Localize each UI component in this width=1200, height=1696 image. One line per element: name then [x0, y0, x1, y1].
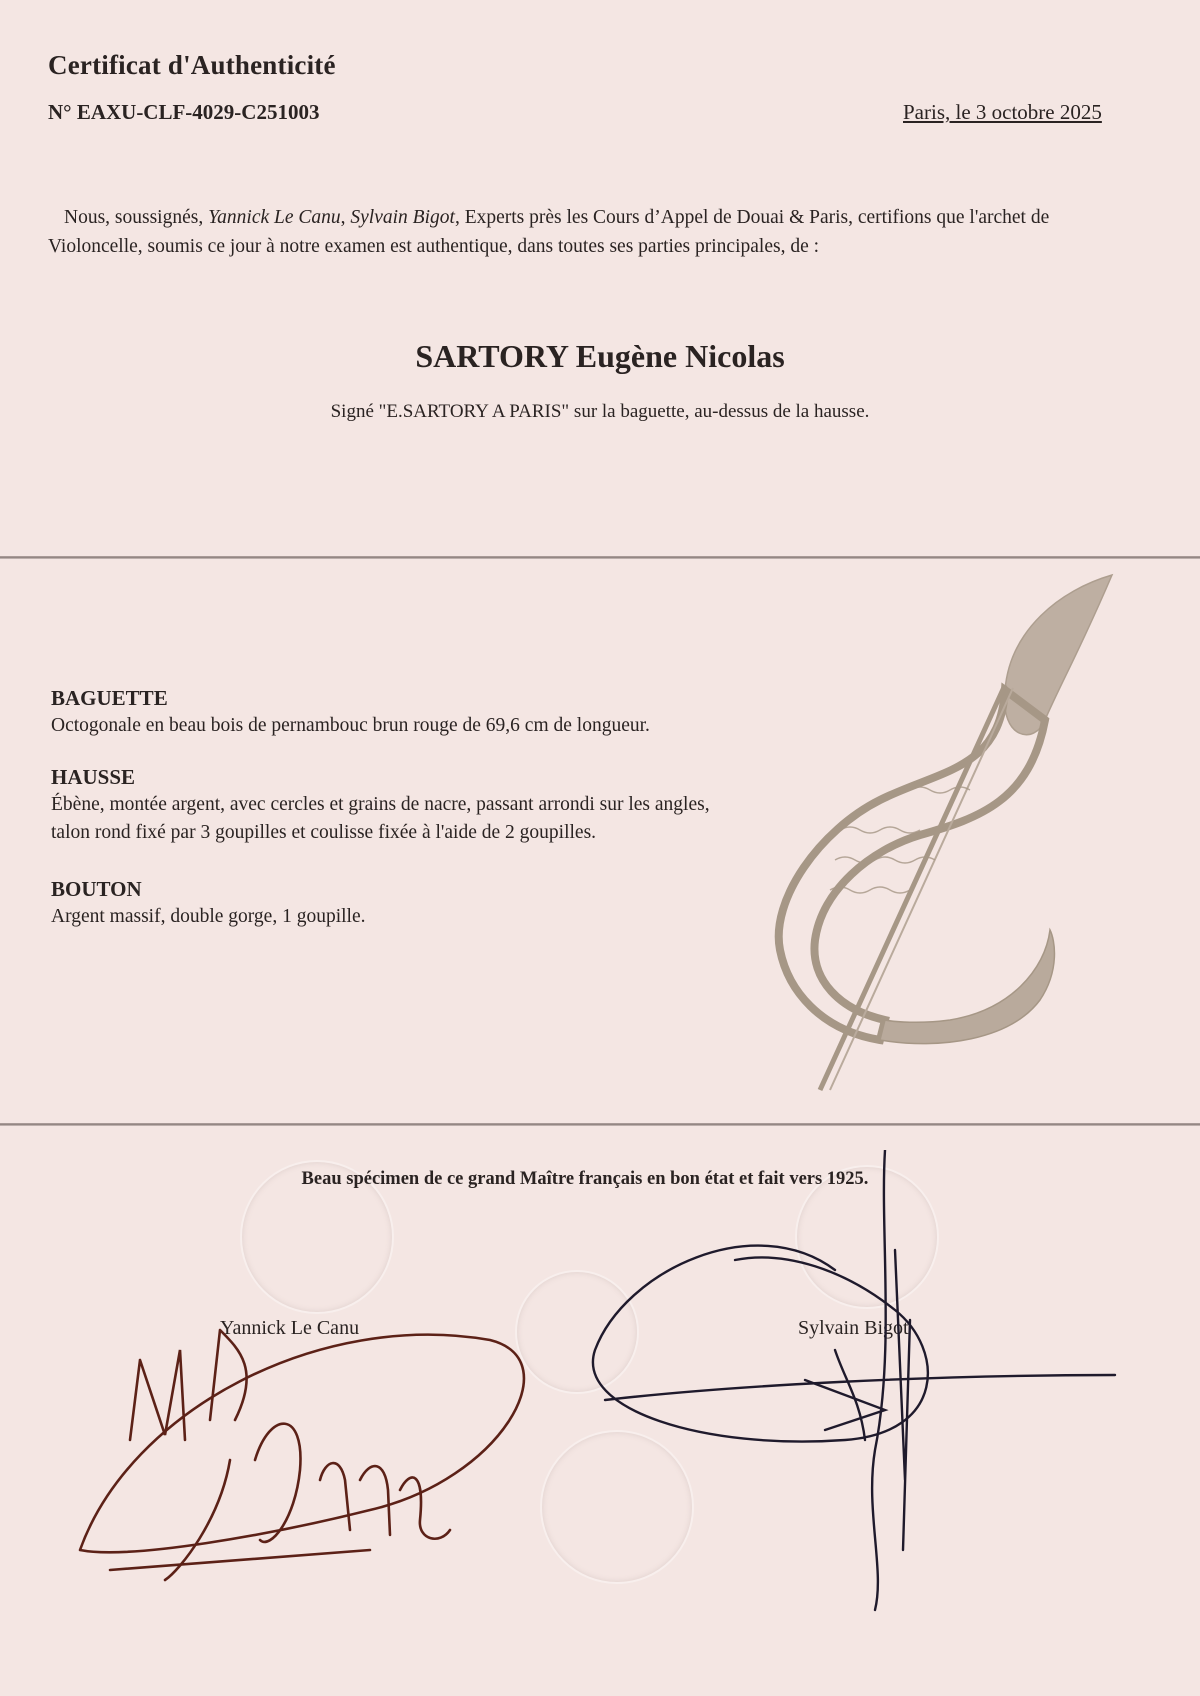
place-date: Paris, le 3 octobre 2025 — [903, 100, 1102, 124]
signature-right — [585, 1150, 1125, 1620]
section-text: Ébène, montée argent, avec cercles et grains de nacre, passant arrondi sur les angles, talon rond fixé par 3 goupilles et coulisse fixée à l'aide de 2 goupilles. — [51, 794, 710, 843]
section-heading: BAGUETTE — [51, 686, 168, 710]
maker-name: SARTORY Eugène Nicolas — [415, 338, 785, 374]
scroll-emblem-icon — [760, 570, 1130, 1110]
section-heading: HAUSSE — [51, 765, 136, 789]
expert-name-2: Sylvain Bigot — [350, 207, 455, 228]
intro-separator: , — [340, 207, 351, 228]
section-heading: BOUTON — [51, 877, 142, 901]
signer-name-left: Yannick Le Canu — [220, 1317, 360, 1339]
section-text: Octogonale en beau bois de pernambouc brun rouge de 69,6 cm de longueur. — [51, 715, 650, 736]
fold-line-bottom — [0, 1123, 1200, 1126]
section-bouton — [51, 876, 751, 931]
section-text: Argent massif, double gorge, 1 goupille. — [51, 906, 366, 927]
expert-name-1: Yannick Le Canu — [208, 207, 341, 228]
intro-text-1: Nous, soussignés, — [64, 207, 209, 228]
fold-line-top — [0, 556, 1200, 559]
certificate-number: N° EAXU-CLF-4029-C251003 — [48, 100, 320, 124]
section-hausse — [51, 764, 751, 847]
signature-left — [70, 1290, 540, 1590]
intro-paragraph — [48, 203, 1088, 261]
intro-text-2: , Experts près les Cours d’Appel de Douai & Paris, certifions que l'archet de Violoncelle, soumis ce jour à notre examen est authentique, dans toutes ses parties principales, de : — [48, 207, 1050, 257]
closing-statement: Beau spécimen de ce grand Maître français en bon état et fait vers 1925. — [301, 1169, 869, 1189]
signature-note: Signé "E.SARTORY A PARIS" sur la baguette, au-dessus de la hausse. — [330, 401, 870, 422]
signer-name-right: Sylvain Bigot — [798, 1317, 909, 1339]
certificate-title: Certificat d'Authenticité — [48, 50, 336, 80]
section-baguette — [51, 685, 751, 740]
